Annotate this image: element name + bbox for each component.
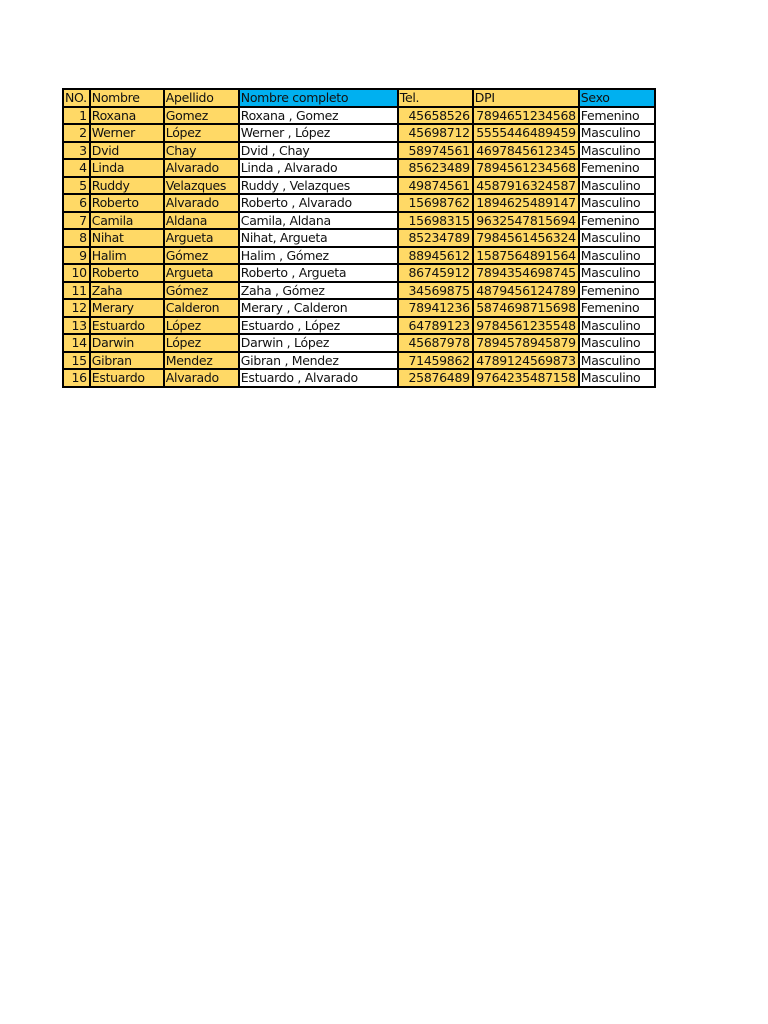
table-row — [63, 317, 655, 335]
cell-tel[interactable]: 86745912 — [398, 264, 473, 282]
cell-no[interactable]: 12 — [63, 299, 90, 317]
header-apellido[interactable]: Apellido — [164, 89, 239, 107]
cell-dpi[interactable]: 4789124569873 — [473, 352, 579, 370]
cell-nombre[interactable]: Dvid — [90, 142, 164, 160]
header-dpi[interactable]: DPI — [473, 89, 579, 107]
cell-no[interactable]: 1 — [63, 107, 90, 125]
cell-dpi[interactable]: 9764235487158 — [473, 369, 579, 387]
cell-dpi[interactable]: 9632547815694 — [473, 212, 579, 230]
cell-dpi[interactable]: 1587564891564 — [473, 247, 579, 265]
cell-tel[interactable]: 45687978 — [398, 334, 473, 352]
cell-sexo[interactable]: Femenino — [579, 282, 655, 300]
cell-sexo[interactable]: Masculino — [579, 124, 655, 142]
cell-sexo[interactable]: Masculino — [579, 177, 655, 195]
cell-nombre[interactable]: Darwin — [90, 334, 164, 352]
cell-sexo[interactable]: Masculino — [579, 264, 655, 282]
cell-nombre-completo[interactable]: Linda , Alvarado — [239, 159, 398, 177]
cell-nombre-completo[interactable]: Estuardo , López — [239, 317, 398, 335]
cell-nombre-completo[interactable]: Camila, Aldana — [239, 212, 398, 230]
cell-sexo[interactable]: Masculino — [579, 352, 655, 370]
cell-apellido[interactable]: Argueta — [164, 229, 239, 247]
cell-no[interactable]: 8 — [63, 229, 90, 247]
cell-tel[interactable]: 85234789 — [398, 229, 473, 247]
cell-nombre[interactable]: Nihat — [90, 229, 164, 247]
header-nombre[interactable]: Nombre — [90, 89, 164, 107]
cell-nombre-completo[interactable]: Zaha , Gómez — [239, 282, 398, 300]
cell-no[interactable]: 13 — [63, 317, 90, 335]
cell-nombre-completo[interactable]: Werner , López — [239, 124, 398, 142]
cell-tel[interactable]: 85623489 — [398, 159, 473, 177]
cell-tel[interactable]: 49874561 — [398, 177, 473, 195]
cell-apellido[interactable]: Mendez — [164, 352, 239, 370]
cell-nombre-completo[interactable]: Halim , Gómez — [239, 247, 398, 265]
cell-apellido[interactable]: Alvarado — [164, 194, 239, 212]
cell-tel[interactable]: 45698712 — [398, 124, 473, 142]
cell-sexo[interactable]: Femenino — [579, 299, 655, 317]
table-row — [63, 299, 655, 317]
cell-apellido[interactable]: López — [164, 124, 239, 142]
cell-no[interactable]: 6 — [63, 194, 90, 212]
table-row — [63, 352, 655, 370]
cell-nombre-completo[interactable]: Ruddy , Velazques — [239, 177, 398, 195]
cell-sexo[interactable]: Masculino — [579, 369, 655, 387]
cell-nombre[interactable]: Ruddy — [90, 177, 164, 195]
table-row — [63, 264, 655, 282]
table-row — [63, 159, 655, 177]
cell-dpi[interactable]: 7894354698745 — [473, 264, 579, 282]
cell-sexo[interactable]: Masculino — [579, 247, 655, 265]
cell-nombre[interactable]: Gibran — [90, 352, 164, 370]
table-row — [63, 212, 655, 230]
table-row — [63, 282, 655, 300]
header-row — [63, 89, 655, 107]
cell-tel[interactable]: 64789123 — [398, 317, 473, 335]
cell-nombre-completo[interactable]: Gibran , Mendez — [239, 352, 398, 370]
cell-sexo[interactable]: Femenino — [579, 159, 655, 177]
cell-nombre-completo[interactable]: Estuardo , Alvarado — [239, 369, 398, 387]
cell-nombre-completo[interactable]: Merary , Calderon — [239, 299, 398, 317]
data-table — [62, 88, 656, 388]
cell-dpi[interactable]: 9784561235548 — [473, 317, 579, 335]
cell-dpi[interactable]: 7894561234568 — [473, 159, 579, 177]
cell-dpi[interactable]: 4697845612345 — [473, 142, 579, 160]
cell-apellido[interactable]: Gómez — [164, 247, 239, 265]
cell-tel[interactable]: 78941236 — [398, 299, 473, 317]
cell-nombre[interactable]: Roberto — [90, 264, 164, 282]
table-row — [63, 107, 655, 125]
cell-no[interactable]: 11 — [63, 282, 90, 300]
cell-dpi[interactable]: 5874698715698 — [473, 299, 579, 317]
table-row — [63, 369, 655, 387]
cell-dpi[interactable]: 7894651234568 — [473, 107, 579, 125]
cell-nombre[interactable]: Halim — [90, 247, 164, 265]
cell-dpi[interactable]: 7984561456324 — [473, 229, 579, 247]
cell-tel[interactable]: 15698762 — [398, 194, 473, 212]
cell-apellido[interactable]: López — [164, 317, 239, 335]
cell-nombre-completo[interactable]: Dvid , Chay — [239, 142, 398, 160]
cell-nombre-completo[interactable]: Darwin , López — [239, 334, 398, 352]
cell-tel[interactable]: 34569875 — [398, 282, 473, 300]
cell-sexo[interactable]: Femenino — [579, 212, 655, 230]
header-sexo[interactable]: Sexo — [579, 89, 655, 107]
cell-tel[interactable]: 88945612 — [398, 247, 473, 265]
cell-no[interactable]: 14 — [63, 334, 90, 352]
cell-tel[interactable]: 58974561 — [398, 142, 473, 160]
cell-no[interactable]: 7 — [63, 212, 90, 230]
cell-apellido[interactable]: Alvarado — [164, 159, 239, 177]
cell-apellido[interactable]: Gomez — [164, 107, 239, 125]
cell-nombre[interactable]: Zaha — [90, 282, 164, 300]
cell-dpi[interactable]: 4587916324587 — [473, 177, 579, 195]
cell-apellido[interactable]: Gómez — [164, 282, 239, 300]
header-no[interactable]: NO. — [63, 89, 90, 107]
cell-apellido[interactable]: Alvarado — [164, 369, 239, 387]
cell-nombre-completo[interactable]: Roxana , Gomez — [239, 107, 398, 125]
table-row — [63, 229, 655, 247]
table-row — [63, 177, 655, 195]
cell-nombre[interactable]: Merary — [90, 299, 164, 317]
cell-sexo[interactable]: Masculino — [579, 317, 655, 335]
cell-tel[interactable]: 15698315 — [398, 212, 473, 230]
cell-nombre[interactable]: Estuardo — [90, 369, 164, 387]
cell-no[interactable]: 4 — [63, 159, 90, 177]
cell-nombre-completo[interactable]: Roberto , Argueta — [239, 264, 398, 282]
cell-no[interactable]: 9 — [63, 247, 90, 265]
cell-no[interactable]: 5 — [63, 177, 90, 195]
cell-nombre[interactable]: Werner — [90, 124, 164, 142]
cell-nombre[interactable]: Camila — [90, 212, 164, 230]
table-row — [63, 124, 655, 142]
header-tel[interactable]: Tel. — [398, 89, 473, 107]
cell-nombre-completo[interactable]: Nihat, Argueta — [239, 229, 398, 247]
cell-nombre[interactable]: Estuardo — [90, 317, 164, 335]
cell-apellido[interactable]: Aldana — [164, 212, 239, 230]
cell-sexo[interactable]: Masculino — [579, 194, 655, 212]
cell-apellido[interactable]: Chay — [164, 142, 239, 160]
cell-dpi[interactable]: 5555446489459 — [473, 124, 579, 142]
cell-sexo[interactable]: Femenino — [579, 107, 655, 125]
cell-apellido[interactable]: López — [164, 334, 239, 352]
table-row — [63, 142, 655, 160]
cell-apellido[interactable]: Calderon — [164, 299, 239, 317]
cell-tel[interactable]: 25876489 — [398, 369, 473, 387]
cell-sexo[interactable]: Masculino — [579, 142, 655, 160]
cell-sexo[interactable]: Masculino — [579, 334, 655, 352]
cell-no[interactable]: 3 — [63, 142, 90, 160]
cell-nombre[interactable]: Linda — [90, 159, 164, 177]
cell-no[interactable]: 16 — [63, 369, 90, 387]
cell-no[interactable]: 2 — [63, 124, 90, 142]
header-nombre-completo[interactable]: Nombre completo — [239, 89, 398, 107]
cell-apellido[interactable]: Argueta — [164, 264, 239, 282]
cell-no[interactable]: 10 — [63, 264, 90, 282]
table-row — [63, 247, 655, 265]
cell-no[interactable]: 15 — [63, 352, 90, 370]
cell-dpi[interactable]: 7894578945879 — [473, 334, 579, 352]
cell-dpi[interactable]: 4879456124789 — [473, 282, 579, 300]
table-row — [63, 194, 655, 212]
cell-apellido[interactable]: Velazques — [164, 177, 239, 195]
cell-tel[interactable]: 71459862 — [398, 352, 473, 370]
cell-tel[interactable]: 45658526 — [398, 107, 473, 125]
table-row — [63, 334, 655, 352]
cell-nombre-completo[interactable]: Roberto , Alvarado — [239, 194, 398, 212]
cell-nombre[interactable]: Roxana — [90, 107, 164, 125]
cell-nombre[interactable]: Roberto — [90, 194, 164, 212]
cell-dpi[interactable]: 1894625489147 — [473, 194, 579, 212]
cell-sexo[interactable]: Masculino — [579, 229, 655, 247]
